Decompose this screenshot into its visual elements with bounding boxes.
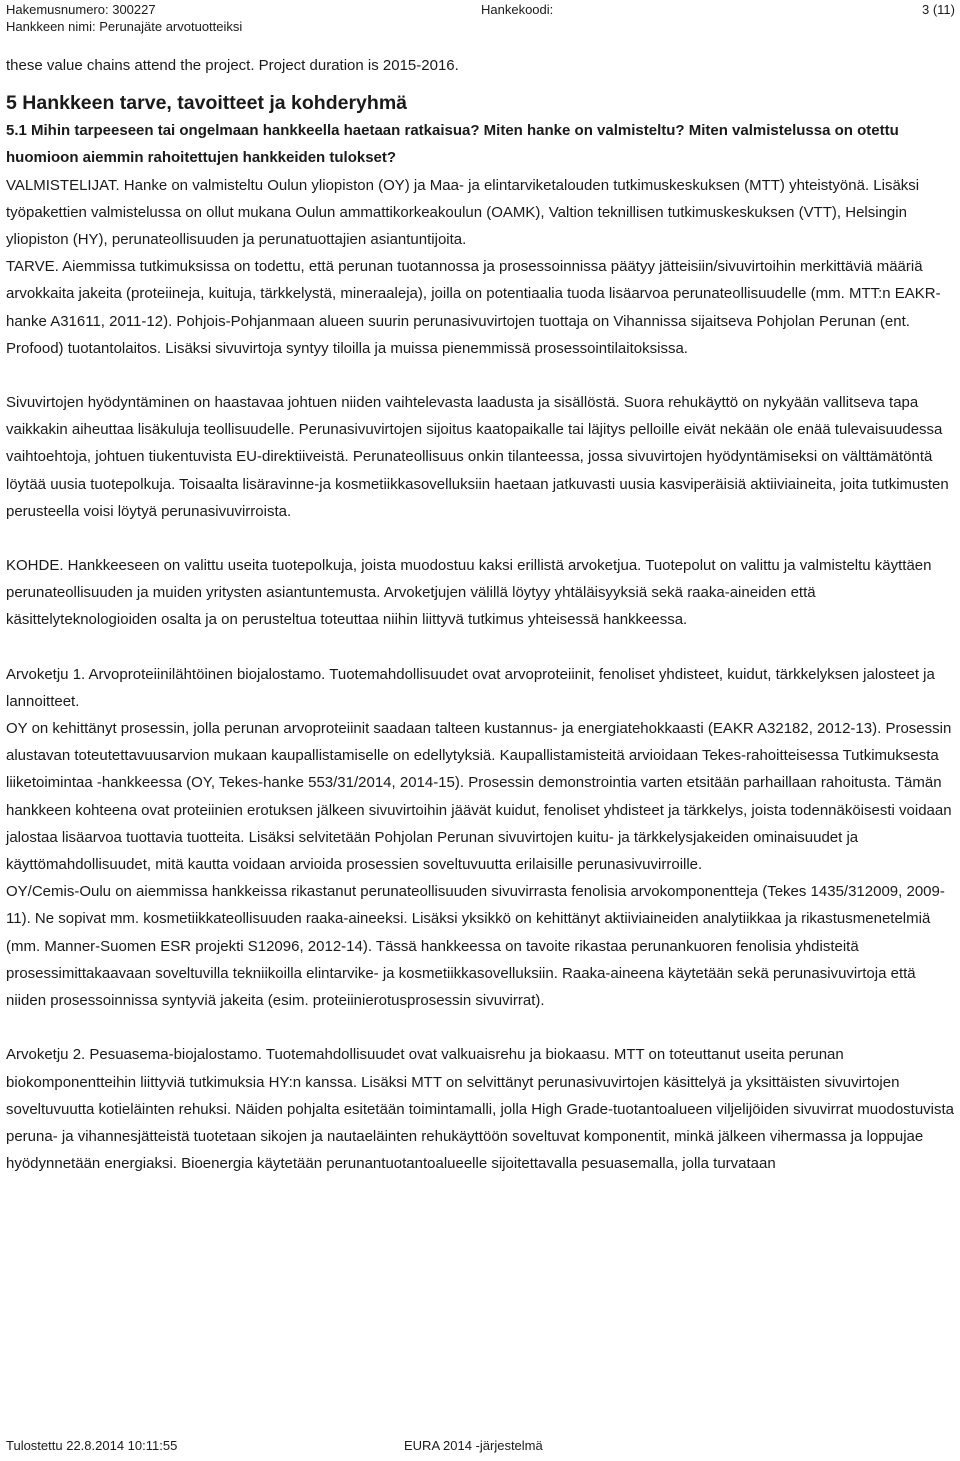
document-body <box>6 52 956 1177</box>
paragraph-sivuvirrat: Sivuvirtojen hyödyntäminen on haastavaa johtuen niiden vaihtelevasta laadusta ja sisällöstä. Suora rehukäyttö on nykyään vallitseva tapa vaikkakin aiheuttaa lisäkuluja teollisuudelle. Perunasivuvirtojen sijoitus kaatopaikalle tai läjitys pelloille eivät nekään ole enää tulevaisuudessa vaihtoehtoja, johtuen tiukentuvista EU-direktiiveistä. Perunateollisuus onkin tilanteessa, jossa sivuvirtojen hyödyntämiseksi on välttämätöntä löytää uusia tuotepolkuja. Toisaalta lisäravinne-ja kosmetiikkasovelluksiin haetaan jatkuvasti uusia kasviperäisiä aktiiviaineita, joita tutkimusten perusteella voisi löytyä perunasivuvirroista. <box>6 394 949 520</box>
page-number: 3 (11) <box>922 2 955 17</box>
project-name: Hankkeen nimi: Perunajäte arvotuotteiksi <box>6 19 243 34</box>
paragraph-valmistelijat: VALMISTELIJAT. Hanke on valmisteltu Oulun yliopiston (OY) ja Maa- ja elintarviketalouden tutkimuskeskuksen (MTT) yhteistyönä. Lisäksi työpakettien valmistelussa on ollut mukana Oulun ammattikorkeakoulun (OAMK), Valtion teknillisen tutkimuskeskuksen (VTT), Helsingin yliopiston (HY), perunateollisuuden ja perunatuottajien asiantuntijoita. <box>6 176 920 249</box>
system-name: EURA 2014 -järjestelmä <box>404 1438 543 1453</box>
intro-line: these value chains attend the project. Project duration is 2015-2016. <box>6 57 459 74</box>
paragraph-tarve: TARVE. Aiemmissa tutkimuksissa on todettu, että perunan tuotannossa ja prosessoinnissa päätyy jätteisiin/sivuvirtoihin merkittäviä määriä arvokkaita jakeita (proteiineja, kuituja, tärkkelystä, mineraaleja), joilla on potentiaalia tuoda lisäarvoa perunateollisuudelle (mm. MTT:n EAKR-hanke A31611, 2011-12). Pohjois-Pohjanmaan alueen suurin perunasivuvirtojen tuottaja on Vihannissa sijaitseva Pohjolan Perunan (ent. Profood) tuotantolaitos. Lisäksi sivuvirtoja syntyy tiloilla ja muissa pienemmissä prosessointilaitoksissa. <box>6 258 941 357</box>
paragraph-cemis: OY/Cemis-Oulu on aiemmissa hankkeissa rikastanut perunateollisuuden sivuvirrasta fenolisia arvokomponentteja (Tekes 1435/312009, 2009-11). Ne sopivat mm. kosmetiikkateollisuuden raaka-aineeksi. Lisäksi yksikkö on kehittänyt aktiiviaineiden analytiikkaa ja rikastusmenetelmiä (mm. Manner-Suomen ESR projekti S12096, 2012-14). Tässä hankkeessa on tavoite rikastaa perunankuoren fenolisia yhdisteitä prosessimittakaavaan soveltuvilla tekniikoilla elintarvike- ja kosmetiikkasovelluksiin. Raaka-aineena käytetään sekä perunasivuvirtoja että niiden prosessoinnissa syntyviä jakeita (esim. proteiinierotusprosessin sivuvirrat). <box>6 883 945 1010</box>
section-heading: 5 Hankkeen tarve, tavoitteet ja kohderyhmä <box>6 92 407 115</box>
header-left <box>6 1 242 35</box>
paragraph-oy: OY on kehittänyt prosessin, jolla perunan arvoproteiinit saadaan talteen kustannus- ja energiatehokkaasti (EAKR A32182, 2012-13). Prosessin alustavan toteutettavuusarvion mukaan kaupallistamiselle on edellytyksiä. Kaupallistamisteitä arvioidaan Tekes-rahoitteisessa Tutkimuksesta liiketoimintaa -hankkeessa (OY, Tekes-hanke 553/31/2014, 2014-15). Prosessin demonstrointia varten etsitään parhaillaan rahoitusta. Tämän hankkeen kohteena ovat proteiinien erotuksen jälkeen sivuvirtoihin jäävät kuidut, fenoliset yhdisteet ja tärkkelys, joista todennäköisesti voidaan jalostaa lisäarvoa tuottavia tuotteita. Lisäksi selvitetään Pohjolan Perunan sivuvirtojen kuitu- ja tärkkelysjakeiden ominaisuudet ja käyttömahdollisuudet, mitä kautta voidaan arvioida prosessien soveltuvuutta erilaisille perunasivuvirroille. <box>6 720 952 874</box>
application-number: Hakemusnumero: 300227 <box>6 2 156 17</box>
subsection-heading: 5.1 Mihin tarpeeseen tai ongelmaan hankkeella haetaan ratkaisua? Miten hanke on valmisteltu? Miten valmistelussa on otettu huomioon aiemmin rahoitettujen hankkeiden tulokset? <box>6 122 899 167</box>
paragraph-arvoketju-2: Arvoketju 2. Pesuasema-biojalostamo. Tuotemahdollisuudet ovat valkuaisrehu ja biokaasu. MTT on toteuttanut useita perunan biokomponentteihin liittyviä tutkimuksia HY:n kanssa. Lisäksi MTT on selvittänyt perunasivuvirtojen käsittelyä ja yksittäisten sivuvirtojen soveltuvuutta kotieläinten rehuksi. Näiden pohjalta esitetään toimintamalli, jolla High Grade-tuotantoalueen viljelijöiden sivuvirrat muodostuvista peruna- ja vihannesjätteistä tuotetaan sikojen ja nautaeläinten rehukäyttöön soveltuvat komponentit, minkä jälkeen vihermassa ja loppujae hyödynnetään energiaksi. Bioenergia käytetään perunantuotantoalueelle sijoitettavalla pesuasemalla, jolla turvataan <box>6 1046 955 1173</box>
paragraph-kohde: KOHDE. Hankkeeseen on valittu useita tuotepolkuja, joista muodostuu kaksi erillistä arvoketjua. Tuotepolut on valittu ja valmisteltu käyttäen perunateollisuuden ja muiden yritysten asiantuntemusta. Arvoketjujen välillä löytyy yhtäläisyyksiä sekä raaka-aineiden että käsittelyteknologioiden osalta ja on perusteltua toteuttaa niihin liittyvä tutkimus yhteisessä hankkeessa. <box>6 557 932 629</box>
print-timestamp: Tulostettu 22.8.2014 10:11:55 <box>6 1438 178 1453</box>
paragraph-arvoketju-1: Arvoketju 1. Arvoproteiinilähtöinen biojalostamo. Tuotemahdollisuudet ovat arvoproteiinit, fenoliset yhdisteet, kuidut, tärkkelyksen jalosteet ja lannoitteet. <box>6 665 935 710</box>
project-code: Hankekoodi: <box>481 2 554 17</box>
page-header <box>0 0 960 40</box>
